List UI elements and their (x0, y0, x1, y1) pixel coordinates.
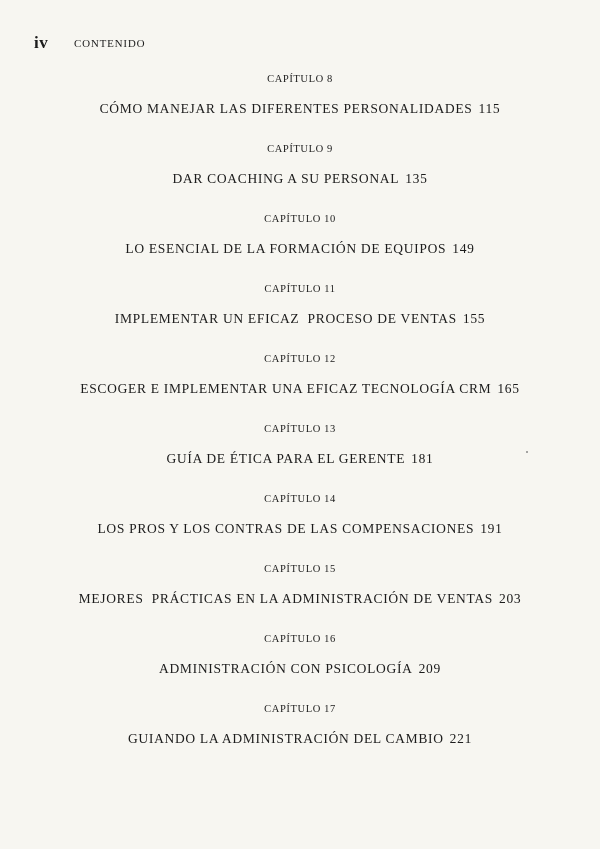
chapter-title-line (0, 450, 600, 468)
toc-entry-chapter-10[interactable] (0, 213, 600, 258)
chapter-label: CAPÍTULO 10 (264, 214, 336, 225)
chapter-page-number: 181 (411, 451, 434, 466)
chapter-page-number: 149 (452, 241, 475, 256)
toc-entry-chapter-17[interactable] (0, 703, 600, 748)
chapter-title: LOS PROS Y LOS CONTRAS DE LAS COMPENSACIONES (97, 521, 475, 536)
chapter-title: ADMINISTRACIÓN CON PSICOLOGÍA (159, 661, 413, 676)
toc-entry-chapter-13[interactable] (0, 423, 600, 468)
chapter-title-line (0, 240, 600, 258)
chapter-title-line (0, 520, 600, 538)
chapter-title: MEJORES PRÁCTICAS EN LA ADMINISTRACIÓN DE VENTAS (78, 591, 494, 606)
chapter-label: CAPÍTULO 13 (264, 424, 336, 435)
chapter-label: CAPÍTULO 16 (264, 634, 336, 645)
toc-entry-chapter-9[interactable] (0, 143, 600, 188)
chapter-title-line (0, 660, 600, 678)
chapter-title: GUÍA DE ÉTICA PARA EL GERENTE (166, 451, 406, 466)
chapter-title: ESCOGER E IMPLEMENTAR UNA EFICAZ TECNOLOGÍA CRM (80, 381, 492, 396)
chapter-title-line (0, 170, 600, 188)
chapter-label: CAPÍTULO 11 (264, 284, 336, 295)
toc-entry-chapter-14[interactable] (0, 493, 600, 538)
toc-entry-chapter-12[interactable] (0, 353, 600, 398)
chapter-page-number: 203 (499, 591, 522, 606)
chapter-label: CAPÍTULO 8 (267, 74, 333, 85)
chapter-label: CAPÍTULO 12 (264, 354, 336, 365)
chapter-page-number: 165 (497, 381, 520, 396)
running-head: CONTENIDO (74, 38, 146, 50)
toc-entry-chapter-15[interactable] (0, 563, 600, 608)
chapter-page-number: 135 (405, 171, 428, 186)
chapter-title: LO ESENCIAL DE LA FORMACIÓN DE EQUIPOS (125, 241, 447, 256)
chapter-label: CAPÍTULO 9 (267, 144, 333, 155)
toc-entry-chapter-11[interactable] (0, 283, 600, 328)
toc-entry-chapter-16[interactable] (0, 633, 600, 678)
chapter-label: CAPÍTULO 14 (264, 494, 336, 505)
page-number: iv (34, 33, 49, 52)
chapter-page-number: 155 (462, 311, 486, 326)
chapter-title-line (0, 380, 600, 398)
chapter-title-line (0, 310, 600, 328)
chapter-title: DAR COACHING A SU PERSONAL (172, 171, 400, 186)
chapter-page-number: 209 (418, 661, 441, 676)
chapter-label: CAPÍTULO 15 (264, 564, 336, 575)
toc-entry-chapter-8[interactable] (0, 73, 600, 118)
chapter-title: CÓMO MANEJAR LAS DIFERENTES PERSONALIDADES (99, 101, 473, 116)
chapter-title-line (0, 100, 600, 118)
chapter-title-line (0, 730, 600, 748)
chapter-title: GUIANDO LA ADMINISTRACIÓN DEL CAMBIO (127, 731, 444, 746)
chapter-page-number: 191 (480, 521, 503, 536)
chapter-page-number: 115 (478, 101, 501, 116)
chapter-title: IMPLEMENTAR UN EFICAZ PROCESO DE VENTAS (114, 311, 457, 326)
chapter-label: CAPÍTULO 17 (264, 704, 336, 715)
chapter-page-number: 221 (449, 731, 473, 746)
chapter-title-line (0, 590, 600, 608)
scan-speck (526, 451, 528, 453)
